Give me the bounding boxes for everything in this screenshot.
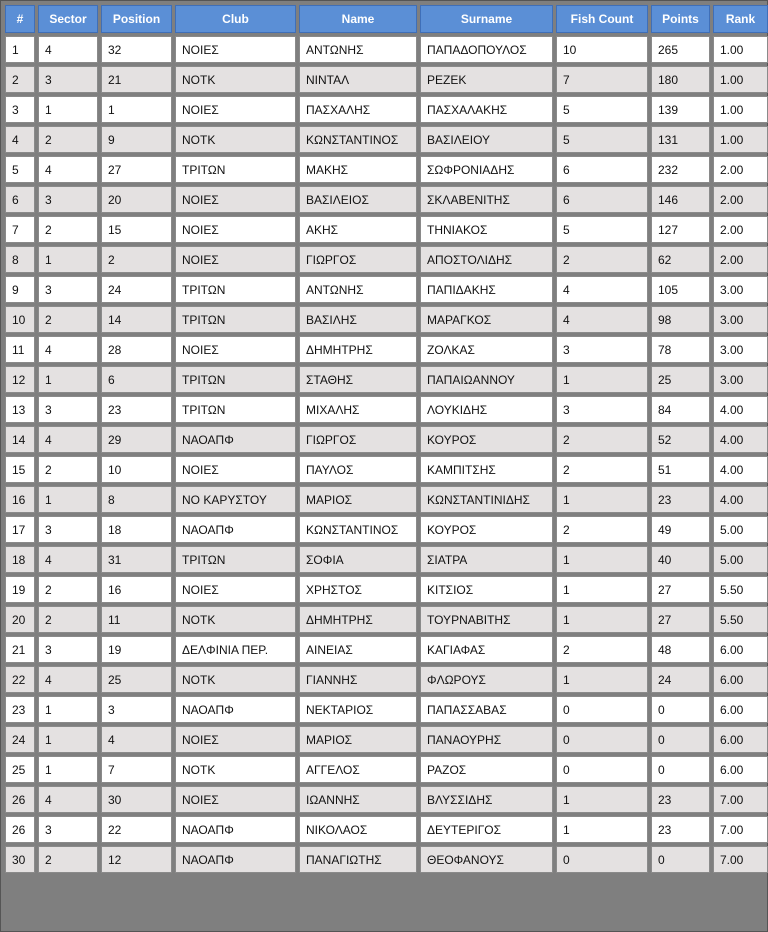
cell-rank: 3.00: [713, 276, 768, 303]
cell-points: 48: [651, 636, 710, 663]
cell-sector: 2: [38, 576, 98, 603]
table-row: [5, 636, 768, 663]
cell-club: ΝΑΟΑΠΦ: [175, 816, 296, 843]
cell-surname: ΘΕΟΦΑΝΟΥΣ: [420, 846, 553, 873]
cell-sector: 2: [38, 846, 98, 873]
cell-sector: 1: [38, 726, 98, 753]
column-header-position: Position: [101, 5, 172, 33]
cell-fish-count: 0: [556, 846, 648, 873]
cell-rank-number: 26: [5, 816, 35, 843]
cell-name: ΣΟΦΙΑ: [299, 546, 417, 573]
cell-club: ΝΑΟΑΠΦ: [175, 426, 296, 453]
cell-rank-number: 14: [5, 426, 35, 453]
cell-rank-number: 26: [5, 786, 35, 813]
cell-sector: 3: [38, 276, 98, 303]
cell-club: ΝΑΟΑΠΦ: [175, 516, 296, 543]
cell-rank: 4.00: [713, 396, 768, 423]
column-header-fish-count: Fish Count: [556, 5, 648, 33]
cell-surname: ΠΑΝΑΟΥΡΗΣ: [420, 726, 553, 753]
cell-points: 24: [651, 666, 710, 693]
cell-fish-count: 0: [556, 756, 648, 783]
cell-name: ΜΙΧΑΛΗΣ: [299, 396, 417, 423]
cell-name: ΚΩΝΣΤΑΝΤΙΝΟΣ: [299, 126, 417, 153]
table-row: [5, 486, 768, 513]
cell-rank-number: 23: [5, 696, 35, 723]
cell-position: 2: [101, 246, 172, 273]
cell-rank: 2.00: [713, 186, 768, 213]
table-row: [5, 456, 768, 483]
cell-rank-number: 25: [5, 756, 35, 783]
cell-rank: 1.00: [713, 36, 768, 63]
cell-rank: 6.00: [713, 696, 768, 723]
cell-position: 1: [101, 96, 172, 123]
cell-name: ΒΑΣΙΛΗΣ: [299, 306, 417, 333]
cell-name: ΔΗΜΗΤΡΗΣ: [299, 336, 417, 363]
cell-points: 27: [651, 606, 710, 633]
cell-fish-count: 6: [556, 186, 648, 213]
cell-sector: 1: [38, 756, 98, 783]
cell-position: 25: [101, 666, 172, 693]
cell-surname: ΛΟΥΚΙΔΗΣ: [420, 396, 553, 423]
cell-points: 52: [651, 426, 710, 453]
cell-points: 131: [651, 126, 710, 153]
cell-club: ΝΟΤΚ: [175, 606, 296, 633]
cell-position: 8: [101, 486, 172, 513]
column-header-club: Club: [175, 5, 296, 33]
cell-rank: 2.00: [713, 216, 768, 243]
table-row: [5, 66, 768, 93]
cell-club: ΤΡΙΤΩΝ: [175, 546, 296, 573]
cell-name: ΝΙΚΟΛΑΟΣ: [299, 816, 417, 843]
cell-surname: ΚΟΥΡΟΣ: [420, 426, 553, 453]
cell-club: ΤΡΙΤΩΝ: [175, 306, 296, 333]
cell-surname: ΣΩΦΡΟΝΙΑΔΗΣ: [420, 156, 553, 183]
table-row: [5, 216, 768, 243]
cell-sector: 3: [38, 516, 98, 543]
cell-sector: 2: [38, 216, 98, 243]
cell-surname: ΣΙΑΤΡΑ: [420, 546, 553, 573]
cell-rank: 4.00: [713, 426, 768, 453]
cell-rank-number: 3: [5, 96, 35, 123]
cell-rank: 1.00: [713, 66, 768, 93]
cell-points: 40: [651, 546, 710, 573]
cell-fish-count: 5: [556, 216, 648, 243]
cell-fish-count: 2: [556, 426, 648, 453]
cell-sector: 3: [38, 396, 98, 423]
cell-rank-number: 6: [5, 186, 35, 213]
cell-name: ΠΑΝΑΓΙΩΤΗΣ: [299, 846, 417, 873]
cell-name: ΠΑΣΧΑΛΗΣ: [299, 96, 417, 123]
cell-fish-count: 3: [556, 336, 648, 363]
cell-rank-number: 30: [5, 846, 35, 873]
cell-position: 21: [101, 66, 172, 93]
cell-sector: 3: [38, 66, 98, 93]
table-header-row: [5, 5, 768, 33]
cell-club: ΝΟΙΕΣ: [175, 726, 296, 753]
cell-rank: 1.00: [713, 96, 768, 123]
cell-surname: ΚΑΜΠΙΤΣΗΣ: [420, 456, 553, 483]
table-row: [5, 726, 768, 753]
cell-rank: 7.00: [713, 786, 768, 813]
cell-rank: 4.00: [713, 486, 768, 513]
table-row: [5, 786, 768, 813]
table-row: [5, 186, 768, 213]
cell-surname: ΤΟΥΡΝΑΒΙΤΗΣ: [420, 606, 553, 633]
cell-sector: 4: [38, 156, 98, 183]
cell-rank-number: 15: [5, 456, 35, 483]
cell-rank-number: 22: [5, 666, 35, 693]
cell-rank-number: 9: [5, 276, 35, 303]
cell-name: ΠΑΥΛΟΣ: [299, 456, 417, 483]
cell-club: ΝΟΤΚ: [175, 756, 296, 783]
cell-points: 127: [651, 216, 710, 243]
cell-rank: 5.00: [713, 516, 768, 543]
table-row: [5, 246, 768, 273]
cell-rank: 6.00: [713, 756, 768, 783]
cell-sector: 1: [38, 696, 98, 723]
cell-name: ΑΙΝΕΙΑΣ: [299, 636, 417, 663]
cell-sector: 4: [38, 786, 98, 813]
cell-sector: 1: [38, 366, 98, 393]
cell-name: ΓΙΩΡΓΟΣ: [299, 426, 417, 453]
cell-club: ΝΟΙΕΣ: [175, 576, 296, 603]
cell-position: 18: [101, 516, 172, 543]
cell-surname: ΣΚΛΑΒΕΝΙΤΗΣ: [420, 186, 553, 213]
cell-surname: ΤΗΝΙΑΚΟΣ: [420, 216, 553, 243]
cell-club: ΝΟ ΚΑΡΥΣΤΟΥ: [175, 486, 296, 513]
table-row: [5, 816, 768, 843]
table-row: [5, 276, 768, 303]
cell-rank-number: 4: [5, 126, 35, 153]
cell-rank: 5.50: [713, 606, 768, 633]
cell-club: ΤΡΙΤΩΝ: [175, 366, 296, 393]
cell-club: ΤΡΙΤΩΝ: [175, 396, 296, 423]
cell-rank: 2.00: [713, 246, 768, 273]
cell-club: ΝΟΙΕΣ: [175, 36, 296, 63]
cell-name: ΓΙΑΝΝΗΣ: [299, 666, 417, 693]
cell-position: 9: [101, 126, 172, 153]
cell-rank-number: 24: [5, 726, 35, 753]
cell-position: 6: [101, 366, 172, 393]
cell-position: 10: [101, 456, 172, 483]
cell-points: 51: [651, 456, 710, 483]
cell-points: 139: [651, 96, 710, 123]
cell-club: ΤΡΙΤΩΝ: [175, 156, 296, 183]
cell-fish-count: 7: [556, 66, 648, 93]
cell-name: ΝΕΚΤΑΡΙΟΣ: [299, 696, 417, 723]
cell-fish-count: 1: [556, 816, 648, 843]
cell-club: ΝΑΟΑΠΦ: [175, 846, 296, 873]
cell-surname: ΜΑΡΑΓΚΟΣ: [420, 306, 553, 333]
table-row: [5, 306, 768, 333]
cell-rank-number: 12: [5, 366, 35, 393]
cell-position: 27: [101, 156, 172, 183]
cell-club: ΝΟΤΚ: [175, 126, 296, 153]
cell-points: 23: [651, 786, 710, 813]
cell-points: 146: [651, 186, 710, 213]
cell-points: 0: [651, 696, 710, 723]
cell-fish-count: 5: [556, 96, 648, 123]
table-row: [5, 396, 768, 423]
cell-sector: 2: [38, 126, 98, 153]
column-header-rank: Rank: [713, 5, 768, 33]
cell-points: 180: [651, 66, 710, 93]
table-row: [5, 516, 768, 543]
cell-fish-count: 3: [556, 396, 648, 423]
cell-sector: 3: [38, 186, 98, 213]
cell-sector: 4: [38, 546, 98, 573]
cell-surname: ΦΛΩΡΟΥΣ: [420, 666, 553, 693]
cell-position: 3: [101, 696, 172, 723]
column-header-points: Points: [651, 5, 710, 33]
cell-name: ΑΝΤΩΝΗΣ: [299, 276, 417, 303]
table-row: [5, 846, 768, 873]
cell-club: ΝΟΙΕΣ: [175, 456, 296, 483]
column-header-rank-number: #: [5, 5, 35, 33]
cell-sector: 2: [38, 456, 98, 483]
cell-rank: 6.00: [713, 666, 768, 693]
cell-rank-number: 19: [5, 576, 35, 603]
cell-rank-number: 18: [5, 546, 35, 573]
column-header-surname: Surname: [420, 5, 553, 33]
table-row: [5, 126, 768, 153]
table-row: [5, 156, 768, 183]
cell-sector: 4: [38, 666, 98, 693]
cell-name: ΧΡΗΣΤΟΣ: [299, 576, 417, 603]
cell-fish-count: 6: [556, 156, 648, 183]
cell-position: 14: [101, 306, 172, 333]
cell-position: 12: [101, 846, 172, 873]
cell-name: ΑΚΗΣ: [299, 216, 417, 243]
cell-sector: 4: [38, 426, 98, 453]
cell-rank: 2.00: [713, 156, 768, 183]
table-row: [5, 336, 768, 363]
cell-surname: ΚΟΥΡΟΣ: [420, 516, 553, 543]
cell-points: 265: [651, 36, 710, 63]
cell-surname: ΚΙΤΣΙΟΣ: [420, 576, 553, 603]
results-table: [2, 2, 768, 876]
cell-sector: 4: [38, 36, 98, 63]
table-row: [5, 36, 768, 63]
table-row: [5, 366, 768, 393]
cell-club: ΝΟΙΕΣ: [175, 786, 296, 813]
cell-club: ΝΟΙΕΣ: [175, 216, 296, 243]
cell-points: 105: [651, 276, 710, 303]
cell-surname: ΔΕΥΤΕΡΙΓΟΣ: [420, 816, 553, 843]
cell-position: 30: [101, 786, 172, 813]
cell-name: ΔΗΜΗΤΡΗΣ: [299, 606, 417, 633]
cell-rank-number: 11: [5, 336, 35, 363]
table-body: [5, 36, 768, 873]
cell-position: 16: [101, 576, 172, 603]
cell-surname: ΡΕΖΕΚ: [420, 66, 553, 93]
cell-name: ΒΑΣΙΛΕΙΟΣ: [299, 186, 417, 213]
cell-surname: ΚΑΓΙΑΦΑΣ: [420, 636, 553, 663]
cell-name: ΜΑΡΙΟΣ: [299, 486, 417, 513]
cell-points: 23: [651, 486, 710, 513]
cell-surname: ΠΑΠΑΙΩΑΝΝΟΥ: [420, 366, 553, 393]
cell-rank-number: 5: [5, 156, 35, 183]
cell-club: ΤΡΙΤΩΝ: [175, 276, 296, 303]
cell-rank: 4.00: [713, 456, 768, 483]
cell-points: 98: [651, 306, 710, 333]
cell-rank: 5.00: [713, 546, 768, 573]
cell-points: 232: [651, 156, 710, 183]
cell-position: 24: [101, 276, 172, 303]
cell-sector: 2: [38, 606, 98, 633]
cell-rank-number: 7: [5, 216, 35, 243]
cell-surname: ΠΑΣΧΑΛΑΚΗΣ: [420, 96, 553, 123]
cell-rank-number: 17: [5, 516, 35, 543]
cell-fish-count: 0: [556, 726, 648, 753]
cell-club: ΝΟΙΕΣ: [175, 246, 296, 273]
cell-fish-count: 1: [556, 786, 648, 813]
cell-points: 0: [651, 846, 710, 873]
cell-points: 0: [651, 756, 710, 783]
cell-points: 25: [651, 366, 710, 393]
cell-fish-count: 1: [556, 666, 648, 693]
cell-club: ΔΕΛΦΙΝΙΑ ΠΕΡ.: [175, 636, 296, 663]
cell-club: ΝΟΙΕΣ: [175, 186, 296, 213]
cell-position: 20: [101, 186, 172, 213]
cell-name: ΣΤΑΘΗΣ: [299, 366, 417, 393]
cell-surname: ΚΩΝΣΤΑΝΤΙΝΙΔΗΣ: [420, 486, 553, 513]
cell-sector: 3: [38, 636, 98, 663]
cell-rank-number: 10: [5, 306, 35, 333]
cell-sector: 2: [38, 306, 98, 333]
cell-name: ΙΩΑΝΝΗΣ: [299, 786, 417, 813]
cell-rank: 3.00: [713, 306, 768, 333]
cell-rank: 3.00: [713, 336, 768, 363]
cell-rank: 6.00: [713, 726, 768, 753]
cell-surname: ΖΟΛΚΑΣ: [420, 336, 553, 363]
cell-rank-number: 13: [5, 396, 35, 423]
table-row: [5, 606, 768, 633]
cell-position: 23: [101, 396, 172, 423]
table-row: [5, 756, 768, 783]
cell-rank: 1.00: [713, 126, 768, 153]
cell-fish-count: 1: [556, 486, 648, 513]
cell-fish-count: 1: [556, 366, 648, 393]
cell-surname: ΠΑΠΑΣΣΑΒΑΣ: [420, 696, 553, 723]
cell-rank-number: 2: [5, 66, 35, 93]
cell-surname: ΠΑΠΑΔΟΠΟΥΛΟΣ: [420, 36, 553, 63]
cell-club: ΝΟΙΕΣ: [175, 336, 296, 363]
cell-fish-count: 2: [556, 456, 648, 483]
cell-club: ΝΑΟΑΠΦ: [175, 696, 296, 723]
cell-sector: 3: [38, 816, 98, 843]
cell-fish-count: 4: [556, 306, 648, 333]
cell-points: 0: [651, 726, 710, 753]
cell-sector: 1: [38, 486, 98, 513]
cell-sector: 1: [38, 246, 98, 273]
cell-rank-number: 21: [5, 636, 35, 663]
cell-position: 11: [101, 606, 172, 633]
cell-position: 4: [101, 726, 172, 753]
cell-rank: 7.00: [713, 816, 768, 843]
cell-name: ΚΩΝΣΤΑΝΤΙΝΟΣ: [299, 516, 417, 543]
cell-surname: ΡΑΖΟΣ: [420, 756, 553, 783]
cell-club: ΝΟΤΚ: [175, 666, 296, 693]
cell-points: 84: [651, 396, 710, 423]
cell-club: ΝΟΙΕΣ: [175, 96, 296, 123]
table-row: [5, 426, 768, 453]
cell-fish-count: 1: [556, 606, 648, 633]
cell-position: 31: [101, 546, 172, 573]
cell-surname: ΠΑΠΙΔΑΚΗΣ: [420, 276, 553, 303]
cell-fish-count: 2: [556, 246, 648, 273]
cell-fish-count: 2: [556, 516, 648, 543]
cell-points: 49: [651, 516, 710, 543]
cell-position: 7: [101, 756, 172, 783]
table-row: [5, 666, 768, 693]
cell-position: 29: [101, 426, 172, 453]
cell-sector: 4: [38, 336, 98, 363]
cell-rank-number: 8: [5, 246, 35, 273]
cell-points: 23: [651, 816, 710, 843]
cell-surname: ΒΛΥΣΣΙΔΗΣ: [420, 786, 553, 813]
table-row: [5, 96, 768, 123]
cell-fish-count: 0: [556, 696, 648, 723]
cell-fish-count: 10: [556, 36, 648, 63]
cell-position: 28: [101, 336, 172, 363]
cell-fish-count: 1: [556, 546, 648, 573]
cell-club: ΝΟΤΚ: [175, 66, 296, 93]
column-header-sector: Sector: [38, 5, 98, 33]
cell-fish-count: 4: [556, 276, 648, 303]
cell-rank-number: 1: [5, 36, 35, 63]
cell-position: 22: [101, 816, 172, 843]
cell-rank: 3.00: [713, 366, 768, 393]
cell-position: 15: [101, 216, 172, 243]
cell-name: ΑΓΓΕΛΟΣ: [299, 756, 417, 783]
cell-fish-count: 1: [556, 576, 648, 603]
cell-points: 78: [651, 336, 710, 363]
table-row: [5, 576, 768, 603]
cell-surname: ΑΠΟΣΤΟΛΙΔΗΣ: [420, 246, 553, 273]
table-row: [5, 696, 768, 723]
cell-surname: ΒΑΣΙΛΕΙΟΥ: [420, 126, 553, 153]
cell-rank-number: 20: [5, 606, 35, 633]
cell-rank: 5.50: [713, 576, 768, 603]
cell-name: ΜΑΚΗΣ: [299, 156, 417, 183]
cell-points: 27: [651, 576, 710, 603]
cell-fish-count: 2: [556, 636, 648, 663]
cell-name: ΜΑΡΙΟΣ: [299, 726, 417, 753]
cell-points: 62: [651, 246, 710, 273]
cell-rank-number: 16: [5, 486, 35, 513]
cell-name: ΑΝΤΩΝΗΣ: [299, 36, 417, 63]
cell-fish-count: 5: [556, 126, 648, 153]
cell-rank: 7.00: [713, 846, 768, 873]
cell-name: ΓΙΩΡΓΟΣ: [299, 246, 417, 273]
cell-rank: 6.00: [713, 636, 768, 663]
cell-sector: 1: [38, 96, 98, 123]
table-row: [5, 546, 768, 573]
column-header-name: Name: [299, 5, 417, 33]
cell-name: ΝΙΝΤΑΛ: [299, 66, 417, 93]
cell-position: 19: [101, 636, 172, 663]
cell-position: 32: [101, 36, 172, 63]
